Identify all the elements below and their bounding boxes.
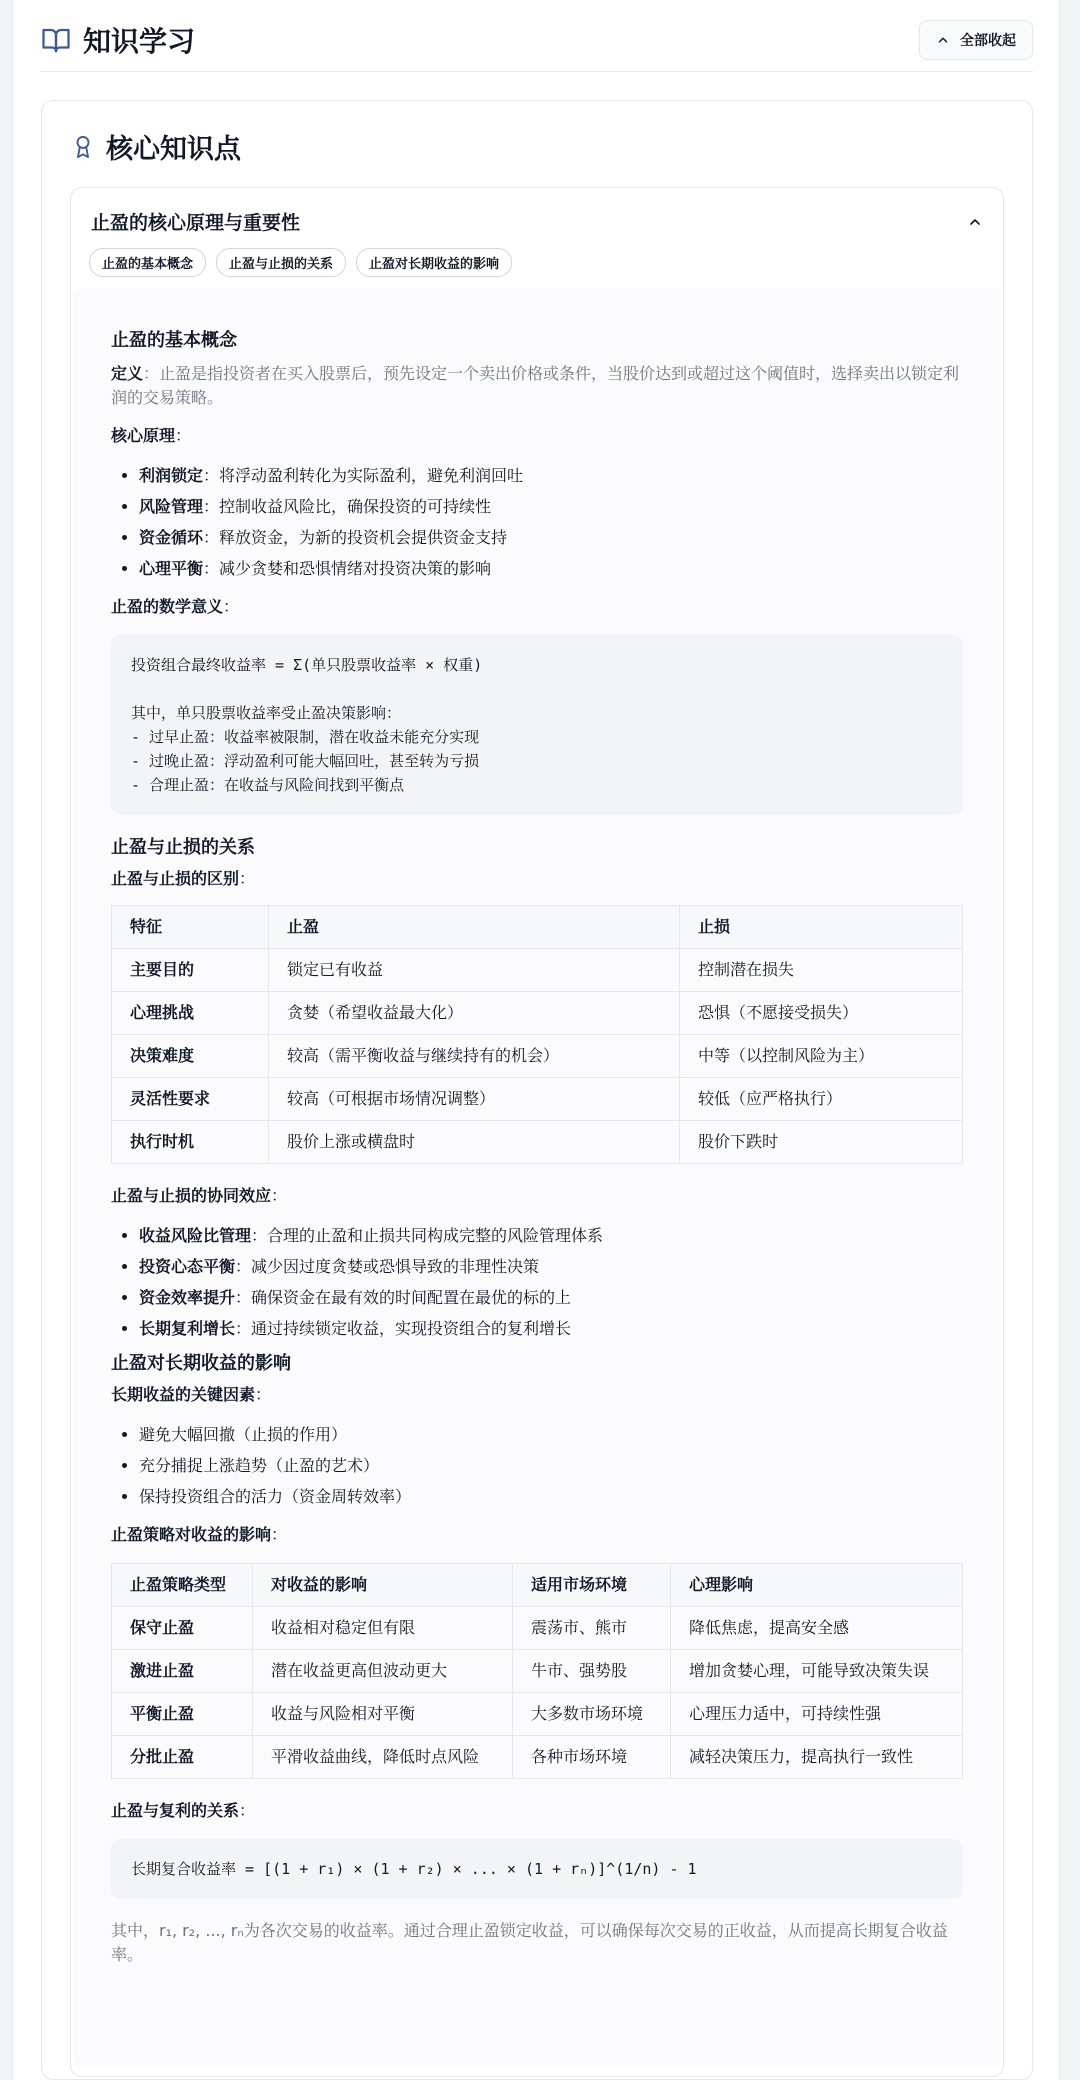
- colon: ：: [175, 426, 192, 445]
- list-item: [139, 1317, 963, 1341]
- definition-text: ：止盈是指投资者在买入股票后，预先设定一个卖出价格或条件，当股价达到或超过这个阈值时，选择卖出以锁定利润的交易策略。: [111, 364, 960, 407]
- item-text: ：减少因过度贪婪或恐惧导致的非理性决策: [235, 1257, 540, 1276]
- chip-basic-concept[interactable]: 止盈的基本概念: [89, 248, 206, 277]
- factors-label: 长期收益的关键因素: [111, 1385, 256, 1404]
- table-header: 心理影响: [671, 1564, 963, 1607]
- colon: ：: [271, 1186, 288, 1205]
- list-item: [139, 1286, 963, 1310]
- list-item: [139, 1255, 963, 1279]
- table-cell: 贪婪（希望收益最大化）: [269, 992, 680, 1035]
- list-item: • 保持投资组合的活力（资金周转效率）: [139, 1485, 963, 1509]
- synergy-label: 止盈与止损的协同效应: [111, 1186, 272, 1205]
- table-row: [112, 1078, 963, 1121]
- table-row: [112, 1650, 963, 1693]
- synergy-label-line: [111, 1184, 963, 1208]
- table-header: 适用市场环境: [513, 1564, 671, 1607]
- table-header: 止盈策略类型: [112, 1564, 253, 1607]
- table-row: [112, 992, 963, 1035]
- page: [12, 0, 1060, 2080]
- table-cell: 分批止盈: [112, 1736, 253, 1779]
- panel-content: [73, 288, 1001, 2068]
- item-text: ：控制收益风险比，确保投资的可持续性: [203, 497, 492, 516]
- item-key: 收益风险比管理: [139, 1226, 252, 1245]
- table-row: [112, 1035, 963, 1078]
- table-cell: 中等（以控制风险为主）: [680, 1035, 963, 1078]
- table-cell: 保守止盈: [112, 1607, 253, 1650]
- table-header: 止损: [680, 906, 963, 949]
- definition-label: 定义: [111, 364, 144, 383]
- colon: ：: [255, 1385, 272, 1404]
- chip-tp-sl-relation[interactable]: 止盈与止损的关系: [216, 248, 346, 277]
- table-cell: 平滑收益曲线，降低时点风险: [253, 1736, 513, 1779]
- principles-label-line: [111, 424, 963, 448]
- list-item: [139, 557, 963, 581]
- table-cell: 减轻决策压力，提高执行一致性: [671, 1736, 963, 1779]
- table-cell: 恐惧（不愿接受损失）: [680, 992, 963, 1035]
- factors-label-line: [111, 1383, 963, 1407]
- strategy-label: 止盈策略对收益的影响: [111, 1525, 272, 1544]
- table-cell: 控制潜在损失: [680, 949, 963, 992]
- table-cell: 收益相对稳定但有限: [253, 1607, 513, 1650]
- title-group: [41, 20, 195, 60]
- section-heading-long-term: 止盈对长期收益的影响: [111, 1353, 291, 1374]
- card-title: 核心知识点: [106, 134, 241, 165]
- item-key: 投资心态平衡: [139, 1257, 236, 1276]
- table-header-row: [112, 906, 963, 949]
- table-cell: 震荡市、熊市: [513, 1607, 671, 1650]
- table-cell: 增加贪婪心理，可能导致决策失误: [671, 1650, 963, 1693]
- table-header: 特征: [112, 906, 269, 949]
- item-text: ：释放资金，为新的投资机会提供资金支持: [203, 528, 508, 547]
- list-item: • 充分捕捉上涨趋势（止盈的艺术）: [139, 1454, 963, 1478]
- factors-list: [111, 1423, 963, 1509]
- table-cell: 灵活性要求: [112, 1078, 269, 1121]
- core-knowledge-card: [41, 100, 1033, 2080]
- diff-label: 止盈与止损的区别: [111, 869, 240, 888]
- table-cell: 较高（需平衡收益与继续持有的机会）: [269, 1035, 680, 1078]
- table-cell: 锁定已有收益: [269, 949, 680, 992]
- table-header: 对收益的影响: [253, 1564, 513, 1607]
- item-key: 利润锁定: [139, 466, 204, 485]
- table-cell: 激进止盈: [112, 1650, 253, 1693]
- table-header-row: [112, 1564, 963, 1607]
- list-item: • 避免大幅回撤（止损的作用）: [139, 1423, 963, 1447]
- colon: ：: [223, 597, 240, 616]
- math-code-block: 投资组合最终收益率 = Σ(单只股票收益率 × 权重) 其中，单只股票收益率受止盈决策影响： - 过早止盈：收益率被限制，潜在收益未能充分实现 - 过晚止盈：浮动盈利可能大幅回吐，甚至转为亏损 - 合理止盈：在收益与风险间找到平衡点: [111, 635, 963, 815]
- item-key: 资金循环: [139, 528, 204, 547]
- table-cell: 收益与风险相对平衡: [253, 1693, 513, 1736]
- table-cell: 执行时机: [112, 1121, 269, 1164]
- item-text: ：确保资金在最有效的时间配置在最优的标的上: [235, 1288, 572, 1307]
- card-header: [72, 127, 241, 166]
- chip-long-term-impact[interactable]: 止盈对长期收益的影响: [356, 248, 512, 277]
- panel-header[interactable]: [91, 208, 983, 235]
- section-heading-relation: 止盈与止损的关系: [111, 837, 255, 858]
- table-cell: 牛市、强势股: [513, 1650, 671, 1693]
- item-text: ：合理的止盈和止损共同构成完整的风险管理体系: [251, 1226, 604, 1245]
- page-title: 知识学习: [83, 24, 196, 58]
- table-header: 止盈: [269, 906, 680, 949]
- item-text: ：将浮动盈利转化为实际盈利，避免利润回吐: [203, 466, 524, 485]
- compound-note: 其中，r₁, r₂, ..., rₙ为各次交易的收益率。通过合理止盈锁定收益，可以确保每次交易的正收益，从而提高长期复合收益率。: [111, 1921, 948, 1964]
- compound-label-line: [111, 1799, 963, 1823]
- table-cell: 较高（可根据市场情况调整）: [269, 1078, 680, 1121]
- table-cell: 决策难度: [112, 1035, 269, 1078]
- strategy-table: [111, 1563, 963, 1779]
- list-item: [139, 1224, 963, 1248]
- principles-label: 核心原理: [111, 426, 176, 445]
- list-item: [139, 526, 963, 550]
- chevron-up-icon: [936, 33, 950, 47]
- list-item: [139, 464, 963, 488]
- table-row: [112, 949, 963, 992]
- table-row: [112, 1607, 963, 1650]
- colon: ：: [271, 1525, 288, 1544]
- chevron-up-icon[interactable]: [967, 214, 983, 230]
- principle-panel: [70, 187, 1004, 2077]
- item-text: ：通过持续锁定收益，实现投资组合的复利增长: [235, 1319, 572, 1338]
- math-label: 止盈的数学意义: [111, 597, 224, 616]
- compound-label: 止盈与复利的关系: [111, 1801, 240, 1820]
- item-text: ：减少贪婪和恐惧情绪对投资决策的影响: [203, 559, 492, 578]
- panel-title: 止盈的核心原理与重要性: [91, 212, 301, 234]
- table-cell: 大多数市场环境: [513, 1693, 671, 1736]
- table-cell: 较低（应严格执行）: [680, 1078, 963, 1121]
- table-cell: 主要目的: [112, 949, 269, 992]
- table-cell: 潜在收益更高但波动更大: [253, 1650, 513, 1693]
- table-row: [112, 1693, 963, 1736]
- collapse-all-label: 全部收起: [960, 32, 1016, 49]
- principles-list: [111, 464, 963, 581]
- difference-table: [111, 905, 963, 1164]
- collapse-all-button[interactable]: [919, 20, 1033, 60]
- section-heading-basic-concept: 止盈的基本概念: [111, 330, 237, 351]
- table-row: [112, 1736, 963, 1779]
- book-open-icon: [41, 25, 71, 55]
- top-bar: [41, 18, 1033, 72]
- definition: [111, 362, 963, 410]
- colon: ：: [239, 869, 256, 888]
- math-label-line: [111, 595, 963, 619]
- strategy-label-line: [111, 1523, 963, 1547]
- table-cell: 降低焦虑，提高安全感: [671, 1607, 963, 1650]
- table-cell: 各种市场环境: [513, 1736, 671, 1779]
- table-row: [112, 1121, 963, 1164]
- item-key: 心理平衡: [139, 559, 204, 578]
- item-key: 长期复利增长: [139, 1319, 236, 1338]
- award-icon: [72, 134, 94, 160]
- topic-chips: [89, 248, 512, 277]
- table-cell: 股价上涨或横盘时: [269, 1121, 680, 1164]
- diff-label-line: [111, 867, 963, 891]
- table-cell: 心理压力适中，可持续性强: [671, 1693, 963, 1736]
- colon: ：: [239, 1801, 256, 1820]
- synergy-list: [111, 1224, 963, 1341]
- table-cell: 心理挑战: [112, 992, 269, 1035]
- compound-code-block: 长期复合收益率 = [(1 + r₁) × (1 + r₂) × ... × (1 + rₙ)]^(1/n) - 1: [111, 1839, 963, 1899]
- table-cell: 股价下跌时: [680, 1121, 963, 1164]
- item-key: 资金效率提升: [139, 1288, 236, 1307]
- table-cell: 平衡止盈: [112, 1693, 253, 1736]
- list-item: [139, 495, 963, 519]
- item-key: 风险管理: [139, 497, 204, 516]
